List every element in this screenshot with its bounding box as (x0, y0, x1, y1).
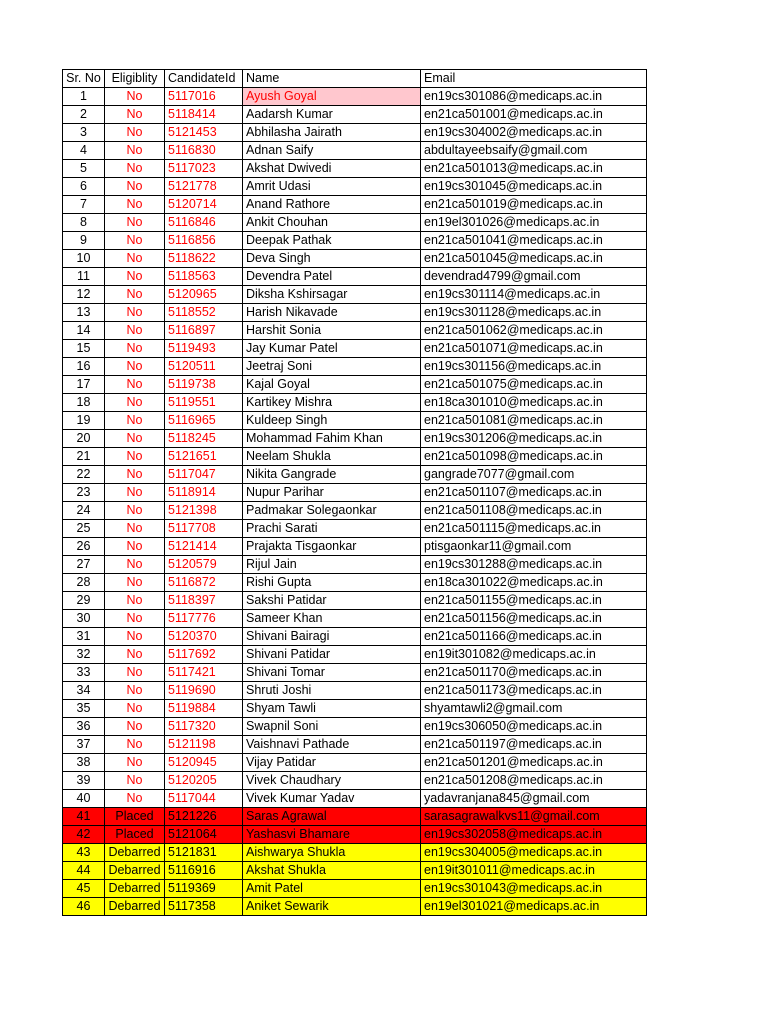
table-row (63, 610, 647, 628)
candidate-id-cell: 5117320 (165, 718, 243, 736)
sr-no-cell: 33 (63, 664, 105, 682)
candidate-id-cell: 5120205 (165, 772, 243, 790)
name-cell: Anand Rathore (243, 196, 421, 214)
sr-no-cell: 36 (63, 718, 105, 736)
table-row (63, 808, 647, 826)
table-row (63, 340, 647, 358)
email-cell: en21ca501041@medicaps.ac.in (421, 232, 647, 250)
name-cell: Sakshi Patidar (243, 592, 421, 610)
email-cell: en19cs301086@medicaps.ac.in (421, 88, 647, 106)
eligibility-cell: Debarred (105, 862, 165, 880)
eligibility-cell: No (105, 88, 165, 106)
name-cell: Prajakta Tisgaonkar (243, 538, 421, 556)
email-cell: en19it301011@medicaps.ac.in (421, 862, 647, 880)
name-cell: Padmakar Solegaonkar (243, 502, 421, 520)
candidate-id-cell: 5117776 (165, 610, 243, 628)
name-cell: Jay Kumar Patel (243, 340, 421, 358)
table-row (63, 214, 647, 232)
table-row (63, 844, 647, 862)
candidate-id-cell: 5117708 (165, 520, 243, 538)
candidate-id-cell: 5116830 (165, 142, 243, 160)
candidate-id-cell: 5118552 (165, 304, 243, 322)
table-row (63, 430, 647, 448)
candidate-id-cell: 5120714 (165, 196, 243, 214)
name-cell: Swapnil Soni (243, 718, 421, 736)
name-cell: Shivani Patidar (243, 646, 421, 664)
candidate-id-cell: 5117421 (165, 664, 243, 682)
sr-no-cell: 17 (63, 376, 105, 394)
eligibility-cell: No (105, 412, 165, 430)
sr-no-cell: 27 (63, 556, 105, 574)
email-cell: en19cs302058@medicaps.ac.in (421, 826, 647, 844)
table-row (63, 880, 647, 898)
email-cell: gangrade7077@gmail.com (421, 466, 647, 484)
sr-no-cell: 46 (63, 898, 105, 916)
candidate-id-cell: 5119551 (165, 394, 243, 412)
candidate-id-cell: 5117047 (165, 466, 243, 484)
candidate-id-cell: 5121398 (165, 502, 243, 520)
table-row (63, 286, 647, 304)
table-row (63, 754, 647, 772)
candidate-id-cell: 5117044 (165, 790, 243, 808)
sr-no-cell: 25 (63, 520, 105, 538)
table-row (63, 412, 647, 430)
eligibility-cell: No (105, 610, 165, 628)
candidate-id-cell: 5119884 (165, 700, 243, 718)
email-cell: en21ca501098@medicaps.ac.in (421, 448, 647, 466)
table-row (63, 736, 647, 754)
table-row (63, 106, 647, 124)
email-cell: yadavranjana845@gmail.com (421, 790, 647, 808)
sr-no-cell: 45 (63, 880, 105, 898)
sr-no-cell: 41 (63, 808, 105, 826)
eligibility-cell: No (105, 520, 165, 538)
candidate-id-cell: 5118622 (165, 250, 243, 268)
candidate-id-cell: 5117358 (165, 898, 243, 916)
table-row (63, 628, 647, 646)
sr-no-cell: 16 (63, 358, 105, 376)
email-cell: en21ca501108@medicaps.ac.in (421, 502, 647, 520)
email-cell: en21ca501013@medicaps.ac.in (421, 160, 647, 178)
eligibility-cell: No (105, 178, 165, 196)
eligibility-cell: No (105, 736, 165, 754)
table-row (63, 160, 647, 178)
sr-no-cell: 3 (63, 124, 105, 142)
sr-no-cell: 23 (63, 484, 105, 502)
email-cell: en21ca501081@medicaps.ac.in (421, 412, 647, 430)
sr-no-cell: 13 (63, 304, 105, 322)
candidate-id-cell: 5119690 (165, 682, 243, 700)
email-cell: sarasagrawalkvs11@gmail.com (421, 808, 647, 826)
name-cell: Kajal Goyal (243, 376, 421, 394)
eligibility-cell: No (105, 538, 165, 556)
eligibility-cell: No (105, 682, 165, 700)
candidate-id-cell: 5118563 (165, 268, 243, 286)
sr-no-cell: 11 (63, 268, 105, 286)
eligibility-cell: No (105, 628, 165, 646)
eligibility-cell: No (105, 214, 165, 232)
name-cell: Kartikey Mishra (243, 394, 421, 412)
candidate-table (62, 69, 647, 916)
sr-no-cell: 37 (63, 736, 105, 754)
name-cell: Harish Nikavade (243, 304, 421, 322)
name-cell: Shyam Tawli (243, 700, 421, 718)
eligibility-cell: No (105, 484, 165, 502)
email-cell: en19cs304005@medicaps.ac.in (421, 844, 647, 862)
sr-no-cell: 30 (63, 610, 105, 628)
eligibility-cell: Debarred (105, 880, 165, 898)
email-cell: en21ca501201@medicaps.ac.in (421, 754, 647, 772)
email-cell: en21ca501170@medicaps.ac.in (421, 664, 647, 682)
table-row (63, 484, 647, 502)
email-cell: en19cs301156@medicaps.ac.in (421, 358, 647, 376)
table-row (63, 592, 647, 610)
sr-no-cell: 35 (63, 700, 105, 718)
email-cell: en19cs301043@medicaps.ac.in (421, 880, 647, 898)
name-cell: Aadarsh Kumar (243, 106, 421, 124)
candidate-id-cell: 5121453 (165, 124, 243, 142)
name-cell: Nikita Gangrade (243, 466, 421, 484)
eligibility-cell: No (105, 466, 165, 484)
table-row (63, 772, 647, 790)
sr-no-cell: 20 (63, 430, 105, 448)
candidate-id-cell: 5118914 (165, 484, 243, 502)
candidate-id-cell: 5121226 (165, 808, 243, 826)
eligibility-cell: No (105, 358, 165, 376)
candidate-id-cell: 5116897 (165, 322, 243, 340)
header-email: Email (421, 70, 647, 88)
table-row (63, 358, 647, 376)
candidate-id-cell: 5121064 (165, 826, 243, 844)
name-cell: Vijay Patidar (243, 754, 421, 772)
sr-no-cell: 32 (63, 646, 105, 664)
sr-no-cell: 8 (63, 214, 105, 232)
name-cell: Shivani Tomar (243, 664, 421, 682)
table-row (63, 448, 647, 466)
email-cell: en21ca501115@medicaps.ac.in (421, 520, 647, 538)
name-cell: Devendra Patel (243, 268, 421, 286)
sr-no-cell: 14 (63, 322, 105, 340)
sr-no-cell: 1 (63, 88, 105, 106)
sr-no-cell: 38 (63, 754, 105, 772)
email-cell: en21ca501001@medicaps.ac.in (421, 106, 647, 124)
email-cell: en21ca501197@medicaps.ac.in (421, 736, 647, 754)
sr-no-cell: 7 (63, 196, 105, 214)
candidate-id-cell: 5116916 (165, 862, 243, 880)
name-cell: Deva Singh (243, 250, 421, 268)
name-cell: Shivani Bairagi (243, 628, 421, 646)
table-row (63, 268, 647, 286)
email-cell: en21ca501173@medicaps.ac.in (421, 682, 647, 700)
eligibility-cell: No (105, 430, 165, 448)
table-body (63, 88, 647, 916)
table-row (63, 196, 647, 214)
table-row (63, 862, 647, 880)
email-cell: en18ca301010@medicaps.ac.in (421, 394, 647, 412)
candidate-id-cell: 5120579 (165, 556, 243, 574)
name-cell: Shruti Joshi (243, 682, 421, 700)
eligibility-cell: No (105, 754, 165, 772)
sr-no-cell: 42 (63, 826, 105, 844)
eligibility-cell: No (105, 718, 165, 736)
email-cell: devendrad4799@gmail.com (421, 268, 647, 286)
email-cell: en19el301021@medicaps.ac.in (421, 898, 647, 916)
name-cell: Ankit Chouhan (243, 214, 421, 232)
eligibility-cell: No (105, 142, 165, 160)
candidate-id-cell: 5117016 (165, 88, 243, 106)
email-cell: en19cs301206@medicaps.ac.in (421, 430, 647, 448)
email-cell: en21ca501107@medicaps.ac.in (421, 484, 647, 502)
candidate-id-cell: 5117692 (165, 646, 243, 664)
candidate-id-cell: 5119369 (165, 880, 243, 898)
table-row (63, 304, 647, 322)
name-cell: Abhilasha Jairath (243, 124, 421, 142)
header-sr-no: Sr. No (63, 70, 105, 88)
name-cell: Nupur Parihar (243, 484, 421, 502)
table-row (63, 322, 647, 340)
email-cell: en19cs304002@medicaps.ac.in (421, 124, 647, 142)
email-cell: en21ca501166@medicaps.ac.in (421, 628, 647, 646)
email-cell: en18ca301022@medicaps.ac.in (421, 574, 647, 592)
email-cell: en21ca501208@medicaps.ac.in (421, 772, 647, 790)
sr-no-cell: 22 (63, 466, 105, 484)
table-row (63, 88, 647, 106)
eligibility-cell: No (105, 250, 165, 268)
table-row (63, 466, 647, 484)
sr-no-cell: 43 (63, 844, 105, 862)
eligibility-cell: No (105, 232, 165, 250)
candidate-id-cell: 5121831 (165, 844, 243, 862)
name-cell: Deepak Pathak (243, 232, 421, 250)
eligibility-cell: No (105, 790, 165, 808)
eligibility-cell: No (105, 286, 165, 304)
candidate-id-cell: 5121198 (165, 736, 243, 754)
name-cell: Saras Agrawal (243, 808, 421, 826)
eligibility-cell: No (105, 574, 165, 592)
name-cell: Aishwarya Shukla (243, 844, 421, 862)
eligibility-cell: Placed (105, 826, 165, 844)
eligibility-cell: No (105, 106, 165, 124)
candidate-id-cell: 5120511 (165, 358, 243, 376)
table-row (63, 538, 647, 556)
eligibility-cell: No (105, 340, 165, 358)
candidate-id-cell: 5121778 (165, 178, 243, 196)
name-cell: Vivek Kumar Yadav (243, 790, 421, 808)
table-row (63, 142, 647, 160)
eligibility-cell: No (105, 556, 165, 574)
sr-no-cell: 29 (63, 592, 105, 610)
name-cell: Ayush Goyal (243, 88, 421, 106)
eligibility-cell: No (105, 160, 165, 178)
name-cell: Rishi Gupta (243, 574, 421, 592)
table-row (63, 574, 647, 592)
name-cell: Vivek Chaudhary (243, 772, 421, 790)
table-row (63, 700, 647, 718)
eligibility-cell: No (105, 376, 165, 394)
name-cell: Diksha Kshirsagar (243, 286, 421, 304)
email-cell: en19cs301114@medicaps.ac.in (421, 286, 647, 304)
table-row (63, 232, 647, 250)
eligibility-cell: No (105, 646, 165, 664)
email-cell: en21ca501071@medicaps.ac.in (421, 340, 647, 358)
email-cell: en21ca501155@medicaps.ac.in (421, 592, 647, 610)
header-candidate-id: CandidateId (165, 70, 243, 88)
candidate-id-cell: 5117023 (165, 160, 243, 178)
eligibility-cell: No (105, 268, 165, 286)
name-cell: Mohammad Fahim Khan (243, 430, 421, 448)
email-cell: en19cs301045@medicaps.ac.in (421, 178, 647, 196)
sr-no-cell: 28 (63, 574, 105, 592)
eligibility-cell: No (105, 700, 165, 718)
header-name: Name (243, 70, 421, 88)
sr-no-cell: 10 (63, 250, 105, 268)
sr-no-cell: 26 (63, 538, 105, 556)
table-row (63, 826, 647, 844)
table-row (63, 556, 647, 574)
table-row (63, 682, 647, 700)
sr-no-cell: 44 (63, 862, 105, 880)
candidate-id-cell: 5118245 (165, 430, 243, 448)
name-cell: Amit Patel (243, 880, 421, 898)
email-cell: shyamtawli2@gmail.com (421, 700, 647, 718)
name-cell: Harshit Sonia (243, 322, 421, 340)
name-cell: Neelam Shukla (243, 448, 421, 466)
table-row (63, 520, 647, 538)
candidate-id-cell: 5118397 (165, 592, 243, 610)
sr-no-cell: 39 (63, 772, 105, 790)
candidate-id-cell: 5116965 (165, 412, 243, 430)
email-cell: en21ca501062@medicaps.ac.in (421, 322, 647, 340)
name-cell: Yashasvi Bhamare (243, 826, 421, 844)
email-cell: en21ca501045@medicaps.ac.in (421, 250, 647, 268)
email-cell: en21ca501156@medicaps.ac.in (421, 610, 647, 628)
candidate-id-cell: 5120370 (165, 628, 243, 646)
email-cell: en21ca501019@medicaps.ac.in (421, 196, 647, 214)
eligibility-cell: No (105, 322, 165, 340)
sr-no-cell: 24 (63, 502, 105, 520)
sr-no-cell: 5 (63, 160, 105, 178)
eligibility-cell: No (105, 304, 165, 322)
sr-no-cell: 12 (63, 286, 105, 304)
candidate-id-cell: 5118414 (165, 106, 243, 124)
eligibility-cell: No (105, 772, 165, 790)
candidate-id-cell: 5121414 (165, 538, 243, 556)
sr-no-cell: 19 (63, 412, 105, 430)
name-cell: Vaishnavi Pathade (243, 736, 421, 754)
table-row (63, 664, 647, 682)
eligibility-cell: No (105, 394, 165, 412)
name-cell: Akshat Dwivedi (243, 160, 421, 178)
name-cell: Jeetraj Soni (243, 358, 421, 376)
email-cell: ptisgaonkar11@gmail.com (421, 538, 647, 556)
email-cell: en19cs301288@medicaps.ac.in (421, 556, 647, 574)
sr-no-cell: 9 (63, 232, 105, 250)
email-cell: abdultayeebsaify@gmail.com (421, 142, 647, 160)
candidate-id-cell: 5119493 (165, 340, 243, 358)
candidate-id-cell: 5119738 (165, 376, 243, 394)
sr-no-cell: 40 (63, 790, 105, 808)
table-row (63, 124, 647, 142)
table-row (63, 718, 647, 736)
sr-no-cell: 15 (63, 340, 105, 358)
table-row (63, 790, 647, 808)
eligibility-cell: No (105, 664, 165, 682)
sr-no-cell: 21 (63, 448, 105, 466)
table-row (63, 898, 647, 916)
email-cell: en19el301026@medicaps.ac.in (421, 214, 647, 232)
sr-no-cell: 18 (63, 394, 105, 412)
eligibility-cell: Debarred (105, 898, 165, 916)
table-row (63, 646, 647, 664)
name-cell: Kuldeep Singh (243, 412, 421, 430)
name-cell: Sameer Khan (243, 610, 421, 628)
table-row (63, 376, 647, 394)
eligibility-cell: No (105, 196, 165, 214)
candidate-id-cell: 5120945 (165, 754, 243, 772)
eligibility-cell: Debarred (105, 844, 165, 862)
name-cell: Akshat Shukla (243, 862, 421, 880)
sr-no-cell: 34 (63, 682, 105, 700)
sr-no-cell: 31 (63, 628, 105, 646)
sr-no-cell: 2 (63, 106, 105, 124)
sr-no-cell: 6 (63, 178, 105, 196)
eligibility-cell: Placed (105, 808, 165, 826)
email-cell: en21ca501075@medicaps.ac.in (421, 376, 647, 394)
sr-no-cell: 4 (63, 142, 105, 160)
eligibility-cell: No (105, 448, 165, 466)
name-cell: Rijul Jain (243, 556, 421, 574)
name-cell: Adnan Saify (243, 142, 421, 160)
name-cell: Aniket Sewarik (243, 898, 421, 916)
table-row (63, 394, 647, 412)
candidate-id-cell: 5116846 (165, 214, 243, 232)
header-row (63, 70, 647, 88)
email-cell: en19cs301128@medicaps.ac.in (421, 304, 647, 322)
table-row (63, 178, 647, 196)
table-row (63, 250, 647, 268)
email-cell: en19it301082@medicaps.ac.in (421, 646, 647, 664)
email-cell: en19cs306050@medicaps.ac.in (421, 718, 647, 736)
eligibility-cell: No (105, 124, 165, 142)
candidate-id-cell: 5120965 (165, 286, 243, 304)
name-cell: Amrit Udasi (243, 178, 421, 196)
candidate-id-cell: 5121651 (165, 448, 243, 466)
candidate-id-cell: 5116872 (165, 574, 243, 592)
candidate-id-cell: 5116856 (165, 232, 243, 250)
eligibility-cell: No (105, 592, 165, 610)
eligibility-cell: No (105, 502, 165, 520)
table-row (63, 502, 647, 520)
header-eligibility: Eligiblity (105, 70, 165, 88)
name-cell: Prachi Sarati (243, 520, 421, 538)
